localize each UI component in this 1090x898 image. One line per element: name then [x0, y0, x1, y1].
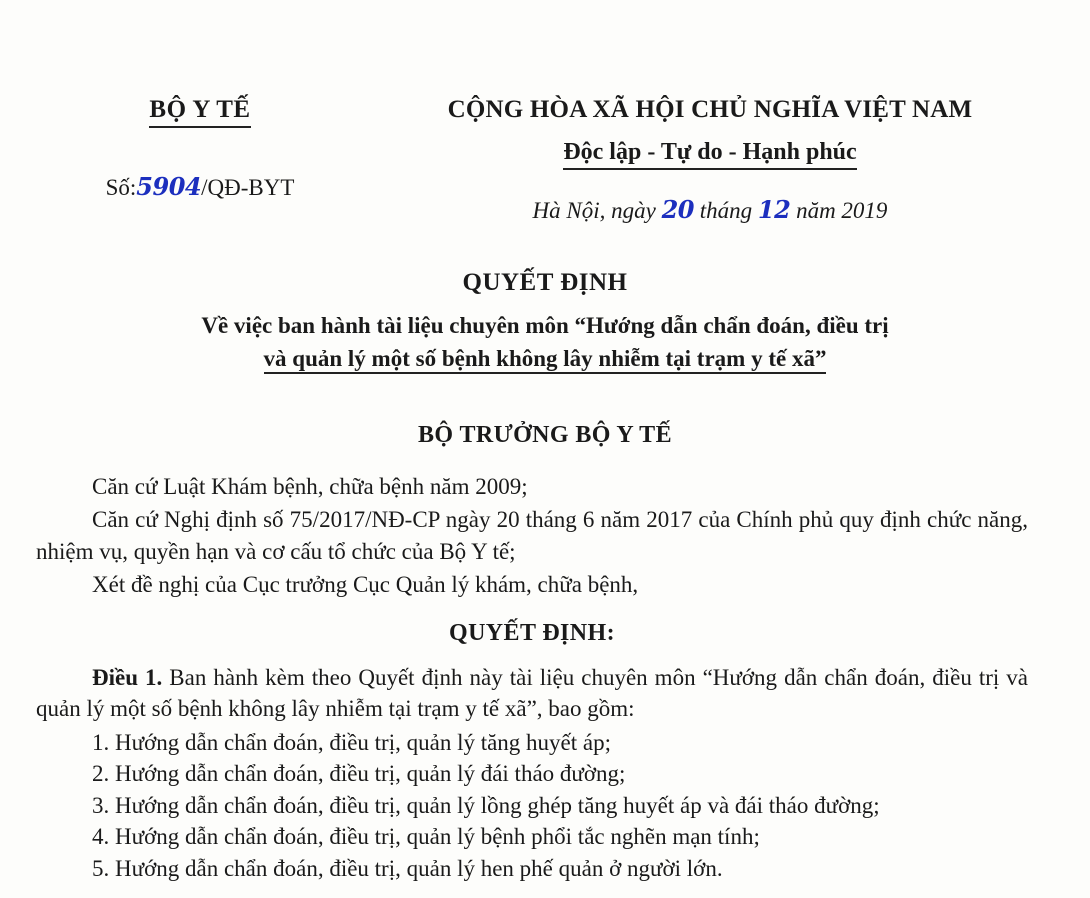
country-name: CỘNG HÒA XÃ HỘI CHỦ NGHĨA VIỆT NAM	[447, 96, 973, 123]
issuing-organization: BỘ Y TẾ	[149, 96, 250, 128]
minister-heading: BỘ TRƯỞNG BỘ Y TẾ	[418, 421, 672, 448]
decision-subtitle-line1: Về việc ban hành tài liệu chuyên môn “Hướng dẫn chẩn đoán, điều trị	[201, 313, 889, 339]
preamble-paragraph: Căn cứ Nghị định số 75/2017/NĐ-CP ngày 20 tháng 6 năm 2017 của Chính phủ quy định chức năng, nhiệm vụ, quyền hạn và cơ cấu tổ chức của Bộ Y tế;	[36, 507, 1028, 564]
document-header	[0, 0, 1090, 225]
document-number	[30, 172, 370, 201]
month-label: tháng	[699, 198, 753, 224]
header-left-block	[0, 96, 370, 201]
article-1	[36, 662, 1028, 725]
month-value: 12	[757, 195, 791, 225]
header-right-block	[370, 96, 1090, 225]
article-1-label: Điều 1.	[92, 664, 163, 690]
preamble-paragraph: Căn cứ Luật Khám bệnh, chữa bệnh năm 2009;	[92, 473, 528, 499]
decision-heading: QUYẾT ĐỊNH:	[449, 619, 615, 646]
list-item: 4. Hướng dẫn chẩn đoán, điều trị, quản lý bệnh phổi tắc nghẽn mạn tính;	[92, 824, 760, 850]
document-number-value: 5904	[136, 171, 202, 201]
document-body	[0, 471, 1090, 884]
place-label: Hà Nội, ngày	[532, 198, 656, 224]
document-number-prefix: Số:	[105, 174, 137, 200]
place-and-date	[370, 196, 1050, 225]
article-1-text: Ban hành kèm theo Quyết định này tài liệu chuyên môn “Hướng dẫn chẩn đoán, điều trị và quản lý một số bệnh không lây nhiễm tại trạm y tế xã”, bao gồm:	[36, 664, 1029, 722]
decision-subtitle-line2: và quản lý một số bệnh không lây nhiễm tại trạm y tế xã”	[264, 346, 827, 374]
list-item: 3. Hướng dẫn chẩn đoán, điều trị, quản lý lồng ghép tăng huyết áp và đái tháo đường;	[92, 792, 880, 818]
list-item: 5. Hướng dẫn chẩn đoán, điều trị, quản lý hen phế quản ở người lớn.	[92, 855, 723, 881]
decision-title: QUYẾT ĐỊNH	[462, 269, 628, 297]
preamble-paragraph: Xét đề nghị của Cục trưởng Cục Quản lý khám, chữa bệnh,	[92, 572, 639, 598]
national-motto: Độc lập - Tự do - Hạnh phúc	[563, 139, 856, 171]
document-number-suffix: /QĐ-BYT	[201, 174, 295, 200]
list-item: 2. Hướng dẫn chẩn đoán, điều trị, quản lý đái tháo đường;	[92, 761, 626, 787]
list-item: 1. Hướng dẫn chẩn đoán, điều trị, quản lý tăng huyết áp;	[92, 729, 612, 755]
day-value: 20	[661, 195, 695, 225]
year-label: năm 2019	[796, 198, 888, 224]
title-block	[0, 269, 1090, 376]
decision-subtitle	[90, 309, 1000, 376]
